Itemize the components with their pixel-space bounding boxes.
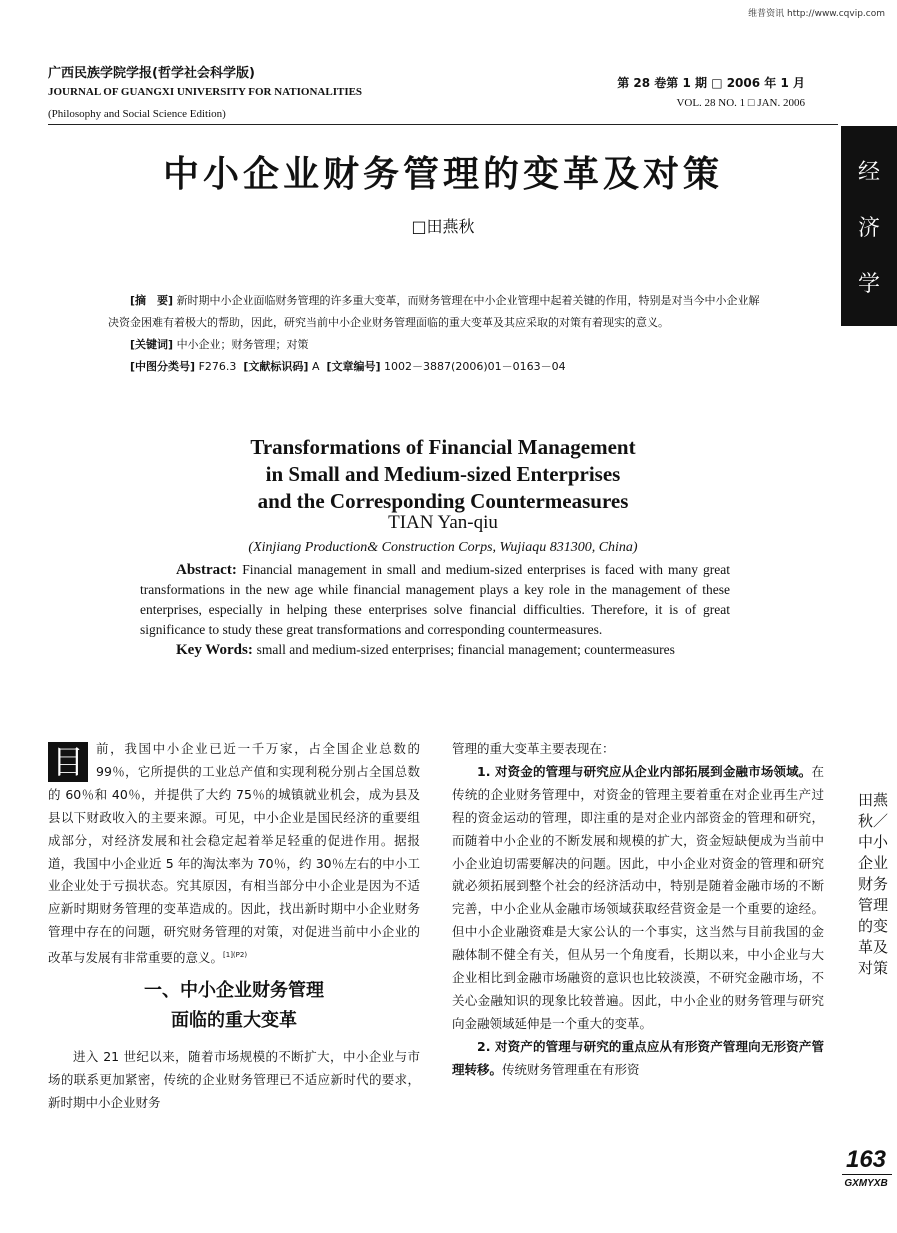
body-column-left bbox=[48, 738, 420, 1115]
section1-paragraph: 进入 21 世纪以来，随着市场规模的不断扩大，中小企业与市场的联系更加紧密，传统的企业财务管理已不适应新时代的要求，新时期中小企业财务 bbox=[48, 1049, 420, 1111]
keywords: 中小企业；财务管理；对策 bbox=[176, 338, 309, 351]
abstract-label: [摘 要] bbox=[130, 294, 174, 307]
side-tab-char: 经 bbox=[857, 159, 880, 185]
issue-info-cn: 第 28 卷第 1 期 □ 2006 年 1 月 bbox=[617, 76, 805, 90]
page-number-rule bbox=[842, 1174, 892, 1175]
abstract-text: 新时期中小企业面临财务管理的许多重大变革，而财务管理在中小企业管理中起着关键的作用，特别是对当今中小企业解决资金困难有着极大的帮助，因此，研究当前中小企业财务管理面临的重大变革及其应采取的对策有着现实的意义。 bbox=[108, 294, 760, 329]
body-column-right bbox=[452, 738, 824, 1082]
page-code: GXMYXB bbox=[844, 1178, 888, 1189]
abstract-cn bbox=[108, 290, 770, 378]
article-no-value: 1002－3887(2006)01－0163－04 bbox=[384, 360, 566, 373]
side-tab-char: 学 bbox=[857, 271, 880, 297]
title-en-line: in Small and Medium-sized Enterprises bbox=[265, 462, 621, 486]
abstract-en: Abstract: Financial management in small and medium-sized enterprises is faced with many great transformations in the new age while financial management plays a key role in the management of these enterprises, especially in helping these enterprises solve financial difficulties. Therefore, it is of great significance to study these great transformations and corresponding countermeasures. Key Words: small and medium-sized enterprises; financial management; countermeasures bbox=[140, 562, 730, 658]
doc-code-value: A bbox=[311, 360, 320, 373]
article-title-en bbox=[48, 434, 838, 515]
page-number: 163 bbox=[845, 1146, 887, 1173]
keywords-en: small and medium-sized enterprises; financial management; countermeasures bbox=[256, 642, 675, 657]
title-en-line: and the Corresponding Countermeasures bbox=[257, 489, 629, 513]
keywords-en-label: Key Words bbox=[176, 642, 248, 658]
affiliation-en: (Xinjiang Production& Construction Corps, Wujiaqu 831300, China) bbox=[248, 540, 638, 555]
journal-name-cn: 广西民族学院学报(哲学社会科学版) bbox=[48, 66, 255, 81]
section-heading: 一、中小企业财务管理 面临的重大变革 bbox=[144, 980, 324, 1032]
issue-info-en: VOL. 28 NO. 1 □ JAN. 2006 bbox=[676, 97, 805, 109]
section-side-tab bbox=[841, 126, 897, 326]
clc-value: F276.3 bbox=[198, 360, 237, 373]
right-intro: 管理的重大变革主要表现在： bbox=[452, 741, 615, 756]
point2-paragraph bbox=[452, 1036, 824, 1082]
author-cn: □田燕秋 bbox=[411, 217, 475, 236]
citation: [1](P2) bbox=[223, 951, 248, 960]
point2-text: 传统财务管理重在有形资 bbox=[502, 1061, 640, 1077]
doc-code-label: [文献标识码] bbox=[243, 360, 309, 373]
keywords-label: [关键词] bbox=[130, 338, 174, 351]
point2-heading: 2. 对资产的管理与研究的重点应从有形资产管理向无形资产管理转移。 bbox=[452, 1038, 824, 1077]
article-no-label: [文章编号] bbox=[326, 360, 381, 373]
dropcap: 目 bbox=[48, 742, 88, 782]
clc-label: [中图分类号] bbox=[130, 360, 196, 373]
intro-paragraph: 前，我国中小企业已近一千万家，占全国企业总数的 99％，它所提供的工业总产值和实现利税分别占全国总数的 60％和 40％，并提供了大约 75％的城镇就业机会，成为县及县以下财政收入的主要来源。可见，中小企业是国民经济的重要组成部分，对经济发展和社会稳定起着举足轻重的促进作用。据报道，我国中小企业近 5 年的淘汰率为 70％，约 30％左右的中小工业企业处于亏损状态。究其原因，有相当部分中小企业是因为不适应新时期财务管理的变革造成的。因此，找出新时期中小企业财务管理中存在的问题，研究财务管理的对策，对促进当前中小企业的改革与发展有非常重要的意义。 bbox=[48, 741, 420, 966]
vertical-running-title: 田燕秋／中小企业财务管理的变革及对策 bbox=[858, 791, 889, 977]
point1-text: 在传统的企业财务管理中，对资金的管理主要着重在对企业再生产过程的资金运动的管理，即注重的是对企业内部资金的管理和研究，而随着中小企业的不断发展和规模的扩大，资金短缺便成为当前中小企业迫切需要解决的问题。因此，中小企业对资金的管理和研究就必须拓展到整个社会的经济活动中，特别是随着金融市场的不断完善，中小企业从金融市场领域获取经营资金是一个重要的途经。但中小企业融资难是大家公认的一个事实，这当然与目前我国的金融体制不健全有关，但从另一个角度看，长期以来，中小企业与大企业相比到金融市场融资的意识也比较淡漠，不研究金融市场，不关心金融知识的现象比较普遍。因此，中小企业的财务管理与研究向金融领域延伸是一个重大的变革。 bbox=[452, 763, 824, 1031]
side-tab-char: 济 bbox=[857, 215, 880, 241]
abstract-en-label: Abstract bbox=[176, 562, 232, 578]
point1-paragraph bbox=[452, 761, 824, 1036]
title-en-line: Transformations of Financial Management bbox=[250, 435, 636, 459]
abstract-en-text: Financial management in small and medium-sized enterprises is faced with many great transformations in the new age while financial management plays a key role in the management of these enterprises, especially in helping these enterprises solve financial difficulties. Therefore, it is of great significance to study these great transformations and corresponding countermeasures. bbox=[140, 562, 730, 637]
point1-heading: 1. 对资金的管理与研究应从企业内部拓展到金融市场领域。 bbox=[477, 763, 812, 779]
watermark: 维普资讯 http://www.cqvip.com bbox=[748, 9, 885, 19]
header-rule bbox=[48, 124, 838, 125]
journal-subtitle-en: (Philosophy and Social Science Edition) bbox=[48, 108, 226, 120]
author-en: TIAN Yan-qiu bbox=[388, 512, 498, 533]
article-title-cn: 中小企业财务管理的变革及对策 bbox=[162, 154, 723, 195]
journal-name-en: JOURNAL OF GUANGXI UNIVERSITY FOR NATIONALITIES bbox=[48, 86, 363, 98]
